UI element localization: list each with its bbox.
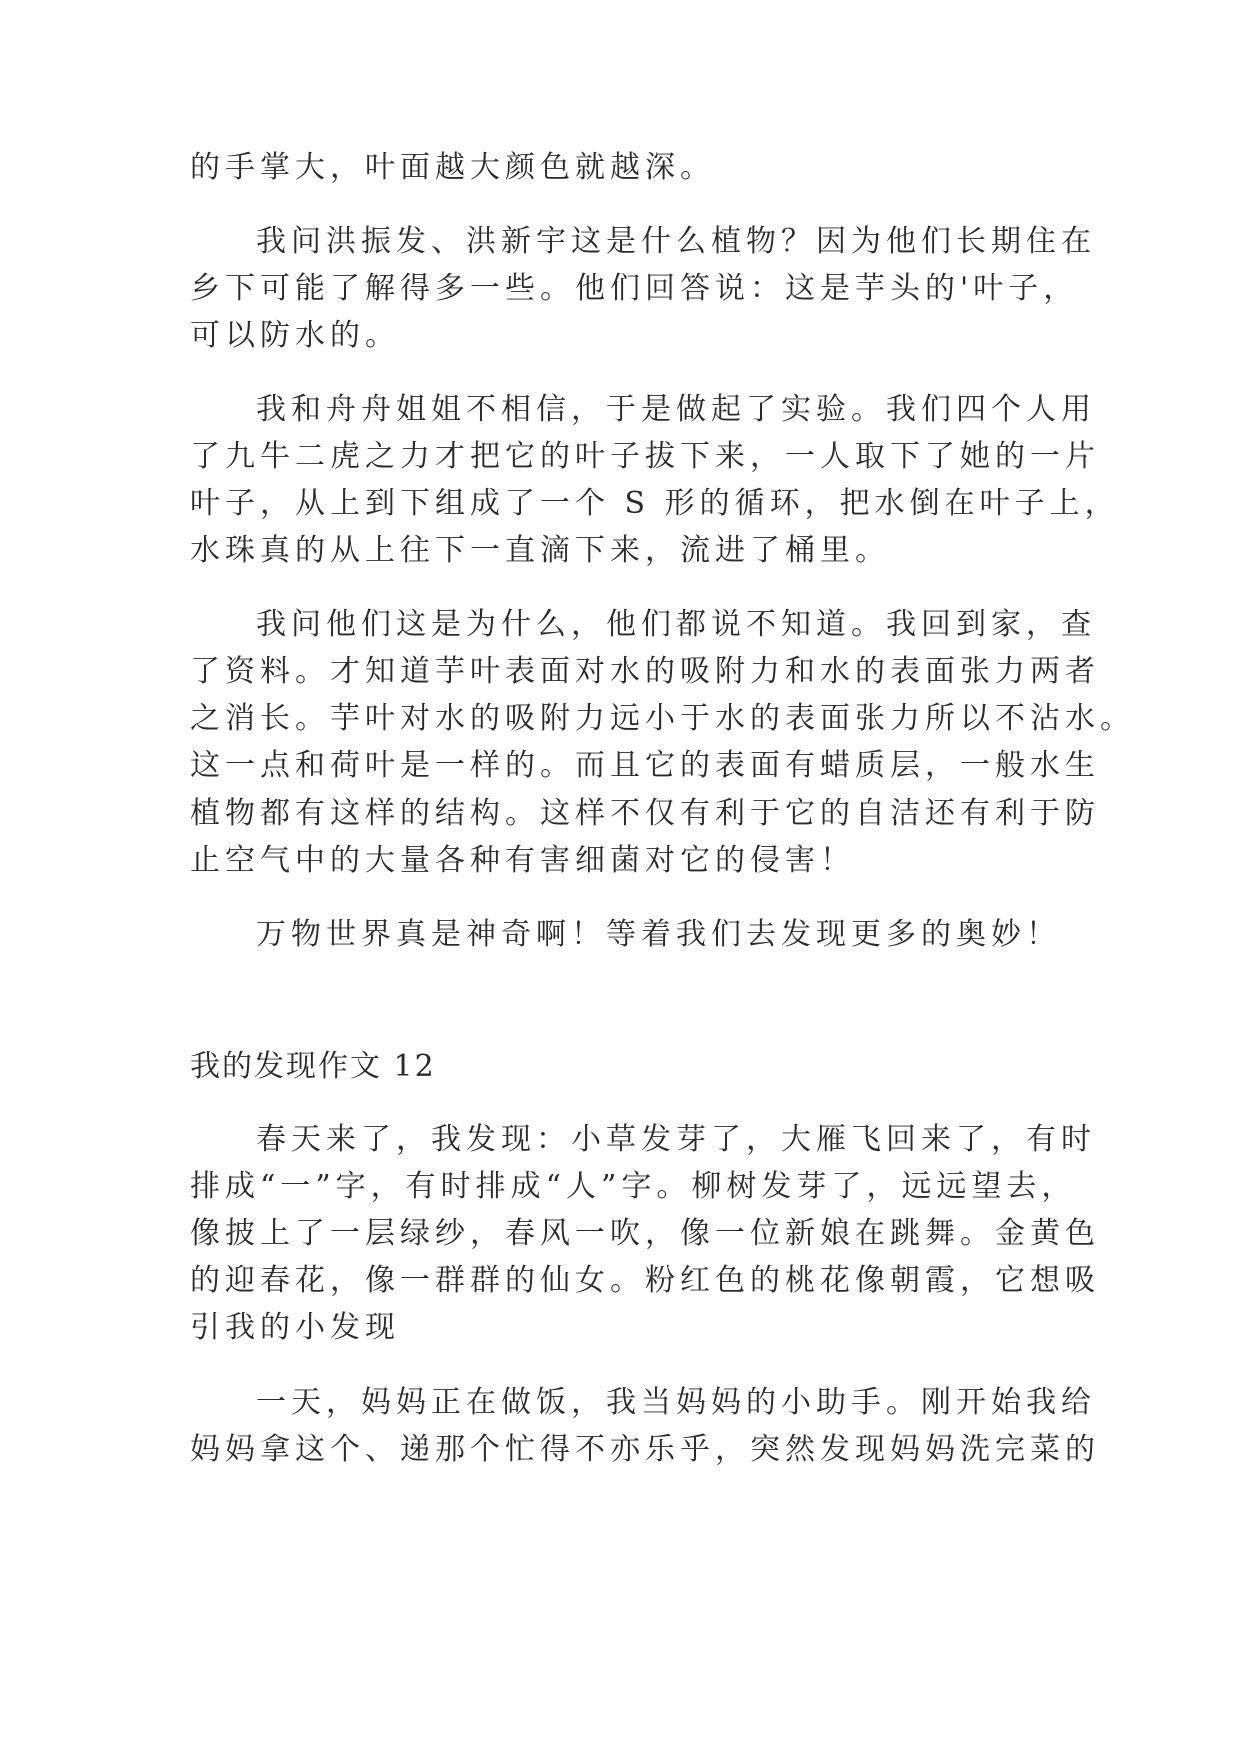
text-line: 了资料。才知道芋叶表面对水的吸附力和水的表面张力两者 xyxy=(190,654,1100,689)
paragraph-start-line: 我问他们这是为什么，他们都说不知道。我回到家，查 xyxy=(256,607,1096,642)
text-line: 的迎春花，像一群群的仙女。粉红色的桃花像朝霞，它想吸 xyxy=(190,1263,1100,1298)
text-line: 之消长。芋叶对水的吸附力远小于水的表面张力所以不沾水。 xyxy=(190,701,1135,736)
paragraph-start-line: 春天来了，我发现：小草发芽了，大雁飞回来了，有时 xyxy=(256,1122,1096,1157)
text-line: 叶子，从上到下组成了一个 S 形的循环，把水倒在叶子上， xyxy=(190,486,1120,521)
text-line: 这一点和荷叶是一样的。而且它的表面有蜡质层，一般水生 xyxy=(190,748,1100,783)
paragraph-start-line: 我问洪振发、洪新宇这是什么植物？因为他们长期住在 xyxy=(256,224,1096,259)
text-line: 排成“一”字，有时排成“人”字。柳树发芽了，远远望去， xyxy=(190,1169,1077,1204)
paragraph-start-line: 一天，妈妈正在做饭，我当妈妈的小助手。刚开始我给 xyxy=(256,1385,1096,1420)
text-line: 植物都有这样的结构。这样不仅有利于它的自洁还有利于防 xyxy=(190,796,1100,831)
text-line: 止空气中的大量各种有害细菌对它的侵害！ xyxy=(190,843,855,878)
paragraph-start-line: 万物世界真是神奇啊！等着我们去发现更多的奥妙！ xyxy=(256,917,1061,952)
text-line: 水珠真的从上往下一直滴下来，流进了桶里。 xyxy=(190,533,890,568)
text-line: 像披上了一层绿纱，春风一吹，像一位新娘在跳舞。金黄色 xyxy=(190,1216,1100,1251)
text-line: 可以防水的。 xyxy=(190,318,400,353)
text-line: 妈妈拿这个、递那个忙得不亦乐乎，突然发现妈妈洗完菜的 xyxy=(190,1432,1100,1467)
text-line: 的手掌大，叶面越大颜色就越深。 xyxy=(190,150,715,185)
section-heading: 我的发现作文 12 xyxy=(190,1049,436,1084)
text-line: 了九牛二虎之力才把它的叶子拔下来，一人取下了她的一片 xyxy=(190,439,1100,474)
paragraph-start-line: 我和舟舟姐姐不相信，于是做起了实验。我们四个人用 xyxy=(256,392,1096,427)
text-line: 乡下可能了解得多一些。他们回答说：这是芋头的'叶子， xyxy=(190,271,1079,306)
text-line: 引我的小发现 xyxy=(190,1310,400,1345)
